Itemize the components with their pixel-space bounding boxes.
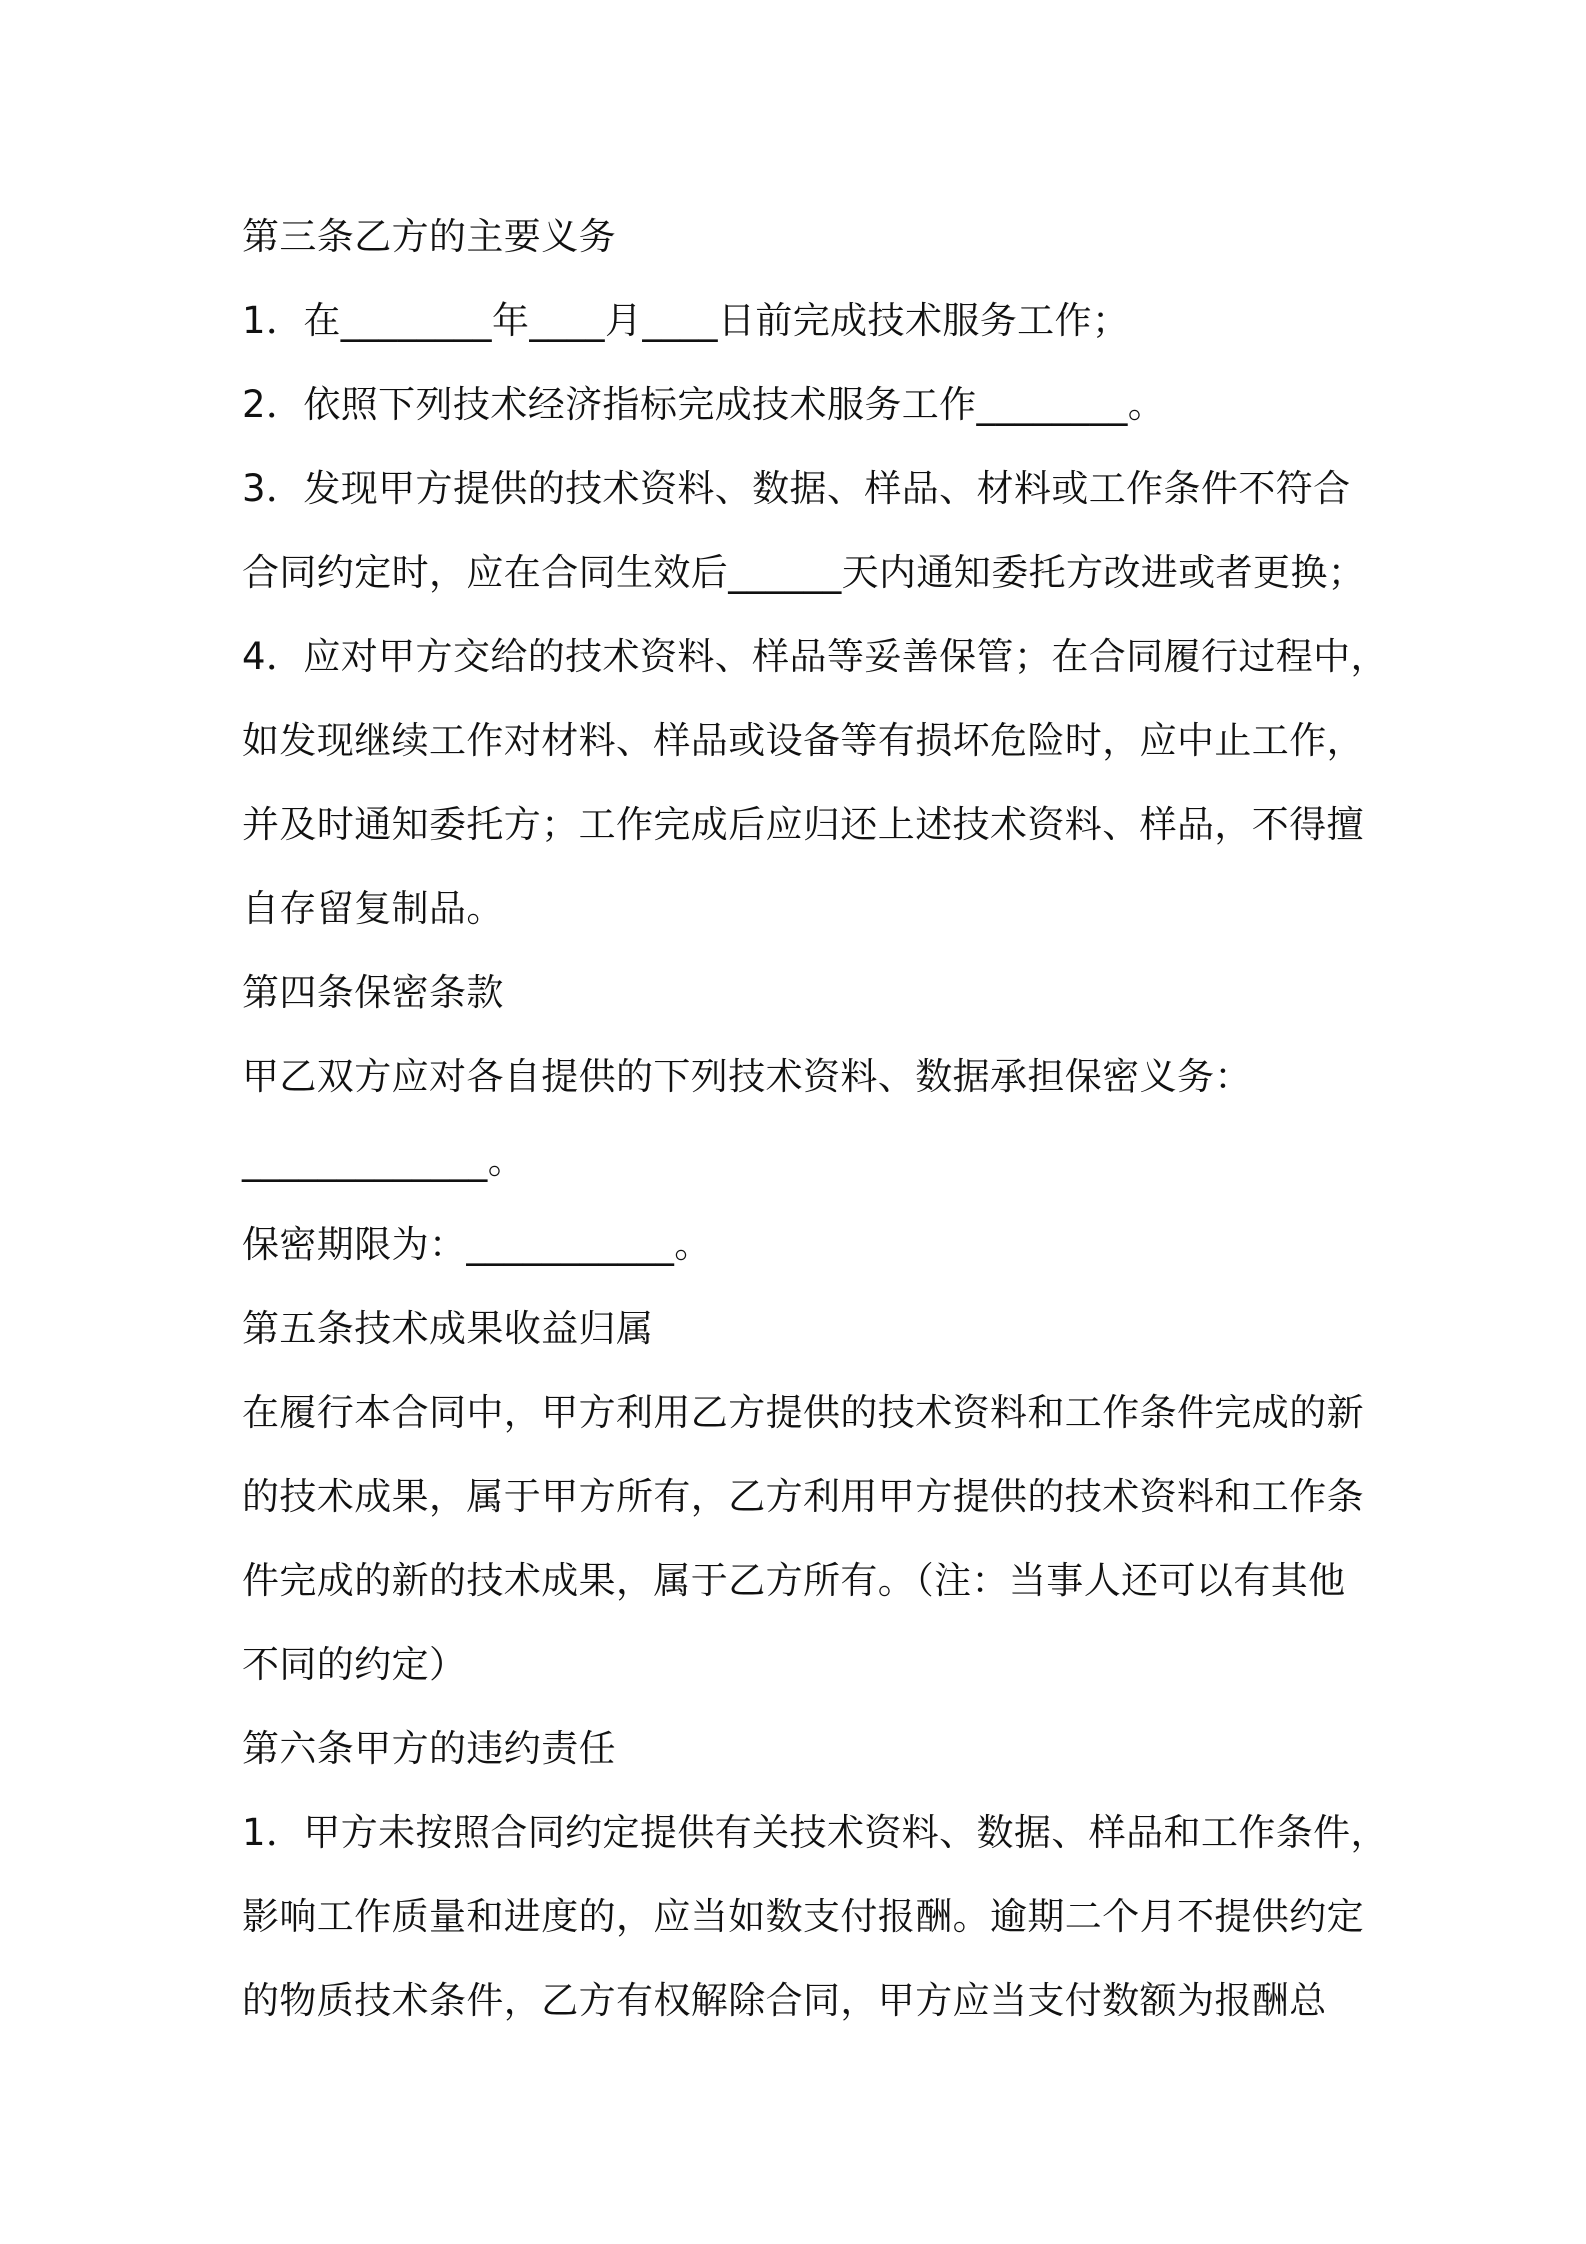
section-heading-6: 第六条甲方的违约责任 xyxy=(242,1727,616,1770)
paragraph-line: 件完成的新的技术成果，属于乙方所有。（注：当事人还可以有其他 xyxy=(242,1559,1346,1602)
paragraph-line: 自存留复制品。 xyxy=(242,887,504,930)
paragraph-line: 1．甲方未按照合同约定提供有关技术资料、数据、样品和工作条件， xyxy=(242,1811,1388,1854)
paragraph-line: 并及时通知委托方；工作完成后应归还上述技术资料、样品，不得擅 xyxy=(242,803,1364,846)
paragraph-line: 4．应对甲方交给的技术资料、样品等妥善保管；在合同履行过程中， xyxy=(242,635,1388,678)
paragraph-line: 3．发现甲方提供的技术资料、数据、样品、材料或工作条件不符合 xyxy=(242,467,1351,510)
section-heading-3: 第三条乙方的主要义务 xyxy=(242,215,616,258)
document-body xyxy=(242,195,1388,2043)
paragraph-line: 如发现继续工作对材料、样品或设备等有损坏危险时，应中止工作， xyxy=(242,719,1364,762)
paragraph-line: 影响工作质量和进度的，应当如数支付报酬。逾期二个月不提供约定 xyxy=(242,1895,1364,1938)
paragraph-line: 的技术成果，属于甲方所有，乙方利用甲方提供的技术资料和工作条 xyxy=(242,1475,1364,1518)
section-heading-4: 第四条保密条款 xyxy=(242,971,504,1014)
blank-line-field: _____________。 xyxy=(242,1139,526,1182)
section-heading-5: 第五条技术成果收益归属 xyxy=(242,1307,654,1350)
paragraph-line: 合同约定时，应在合同生效后______天内通知委托方改进或者更换； xyxy=(242,551,1366,594)
paragraph-line: 2．依照下列技术经济指标完成技术服务工作________。 xyxy=(242,383,1166,426)
paragraph-line: 不同的约定） xyxy=(242,1643,467,1686)
paragraph-line: 的物质技术条件，乙方有权解除合同，甲方应当支付数额为报酬总 xyxy=(242,1979,1327,2022)
paragraph-line: 1．在________年____月____日前完成技术服务工作； xyxy=(242,299,1130,342)
paragraph-line: 在履行本合同中，甲方利用乙方提供的技术资料和工作条件完成的新 xyxy=(242,1391,1364,1434)
confidentiality-period-line: 保密期限为：___________。 xyxy=(242,1223,712,1266)
paragraph-line: 甲乙双方应对各自提供的下列技术资料、数据承担保密义务： xyxy=(242,1055,1252,1098)
